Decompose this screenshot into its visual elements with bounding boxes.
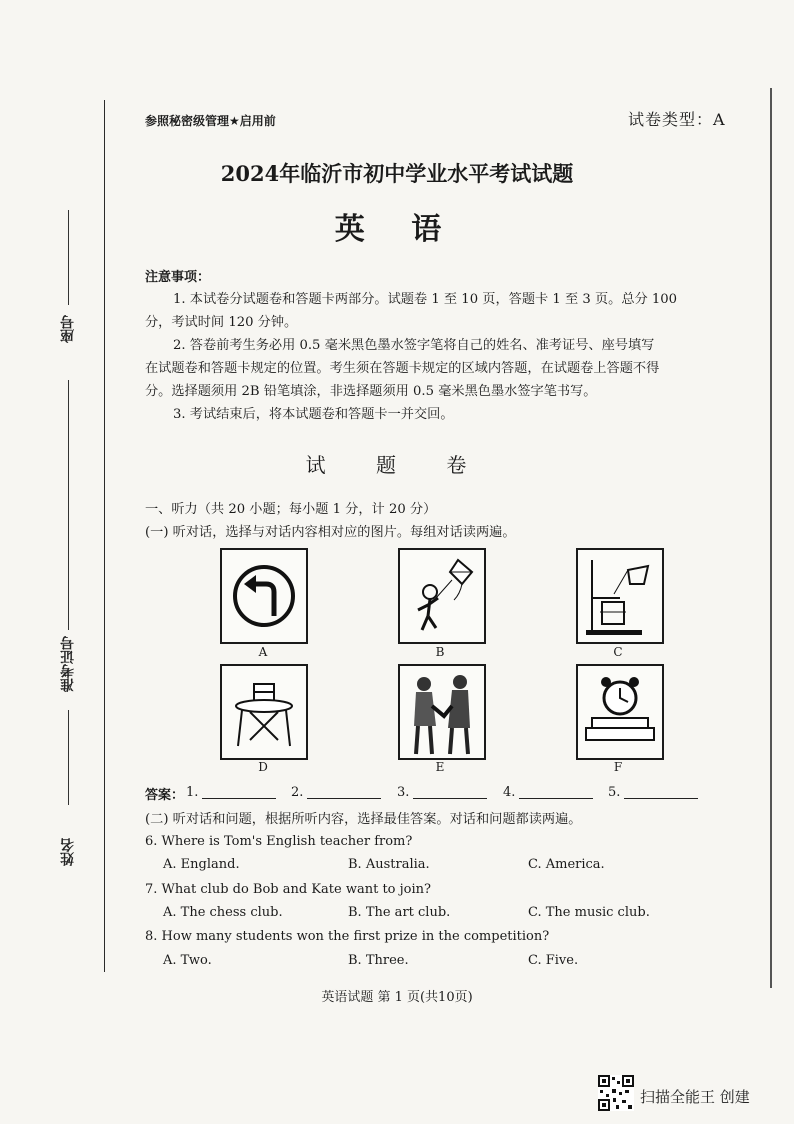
answer-blank-1[interactable] xyxy=(202,797,276,799)
name-label: 姓名 xyxy=(60,838,76,866)
qr-code-icon xyxy=(598,1075,634,1111)
answer-num-4: 4. xyxy=(503,785,516,800)
answer-blank-5[interactable] xyxy=(624,797,698,799)
exam-id-blank-line-top xyxy=(68,380,69,630)
figure-f-label: F xyxy=(613,760,623,774)
question-8-option-a: A. Two. xyxy=(163,953,212,968)
alarm-clock-on-books-icon xyxy=(578,666,662,758)
question-7-option-a: A. The chess club. xyxy=(163,905,283,920)
answer-blank-4[interactable] xyxy=(519,797,593,799)
section-1-title: 一、听力（共 20 小题；每小题 1 分，计 20 分） xyxy=(145,502,437,517)
figure-a-label: A xyxy=(258,645,268,659)
figure-a xyxy=(220,548,308,644)
question-8-option-c: C. Five. xyxy=(528,953,579,968)
turn-left-sign-icon xyxy=(222,550,306,642)
question-6-option-c: C. America. xyxy=(528,857,605,872)
seat-label: 座号 xyxy=(60,315,76,343)
subject-title: 英 语 xyxy=(334,212,460,247)
figure-f xyxy=(576,664,664,760)
figure-e-label: E xyxy=(435,760,445,774)
notes-line: 1. 本试卷分试题卷和答题卡两部分。试题卷 1 至 10 页，答题卡 1 至 3 页。总分 100 xyxy=(173,292,678,307)
part-1-instruction: (一) 听对话，选择与对话内容相对应的图片。每组对话读两遍。 xyxy=(145,525,516,540)
child-flying-kite-icon xyxy=(400,550,484,642)
notes-line: 在试题卷和答题卡规定的位置。考生须在答题卡规定的区域内答题，在试题卷上答题不得 xyxy=(145,361,660,376)
notes-line: 分。选择题须用 2B 铅笔填涂，非选择题须用 0.5 毫米黑色墨水签字笔书写。 xyxy=(145,384,597,399)
exam-id-blank-line-bottom xyxy=(68,710,69,805)
notes-line: 分，考试时间 120 分钟。 xyxy=(145,315,298,330)
page-footer: 英语试题 第 1 页(共10页) xyxy=(321,990,473,1005)
lab-equipment-icon xyxy=(578,550,662,642)
confidential-label: 参照秘密级管理★启用前 xyxy=(145,114,276,128)
question-7: 7. What club do Bob and Kate want to join? xyxy=(145,882,431,897)
figure-d-label: D xyxy=(258,760,268,774)
answer-num-1: 1. xyxy=(186,785,199,800)
notes-line: 2. 答卷前考生务必用 0.5 毫米黑色墨水签字笔将自己的姓名、准考证号、座号填写 xyxy=(173,338,655,353)
notes-heading: 注意事项： xyxy=(145,270,211,285)
answer-num-5: 5. xyxy=(608,785,621,800)
notes-paragraph-3 xyxy=(145,403,739,426)
figure-e xyxy=(398,664,486,760)
notes-line: 3. 考试结束后，将本试题卷和答题卡一并交回。 xyxy=(173,407,454,422)
part-2-instruction: (二) 听对话和问题，根据所听内容，选择最佳答案。对话和问题都读两遍。 xyxy=(145,812,582,827)
question-7-option-c: C. The music club. xyxy=(528,905,650,920)
notes-paragraph-1 xyxy=(145,288,739,334)
exam-id-label: 准考证号 xyxy=(60,636,76,692)
page-title: 2024年临沂市初中学业水平考试试题 xyxy=(220,161,574,186)
answer-blank-2[interactable] xyxy=(307,797,381,799)
answer-num-2: 2. xyxy=(291,785,304,800)
figure-c-label: C xyxy=(613,645,623,659)
notes-paragraph-2 xyxy=(145,334,739,403)
figure-b-label: B xyxy=(435,645,445,659)
figure-b xyxy=(398,548,486,644)
answer-label: 答案： xyxy=(145,788,185,803)
question-6: 6. Where is Tom's English teacher from? xyxy=(145,834,413,849)
handshake-icon xyxy=(400,666,484,758)
paper-type: 试卷类型：A xyxy=(628,110,726,129)
question-8: 8. How many students won the first prize in the competition? xyxy=(145,929,550,944)
answer-blank-3[interactable] xyxy=(413,797,487,799)
gift-box-on-table-icon xyxy=(222,666,306,758)
question-6-option-a: A. England. xyxy=(163,857,240,872)
figure-c xyxy=(576,548,664,644)
figure-d xyxy=(220,664,308,760)
answer-num-3: 3. xyxy=(397,785,410,800)
scanner-watermark: 扫描全能王 创建 xyxy=(640,1088,750,1106)
question-7-option-b: B. The art club. xyxy=(348,905,451,920)
question-6-option-b: B. Australia. xyxy=(348,857,430,872)
question-8-option-b: B. Three. xyxy=(348,953,409,968)
section-heading: 试 题 卷 xyxy=(305,453,489,477)
